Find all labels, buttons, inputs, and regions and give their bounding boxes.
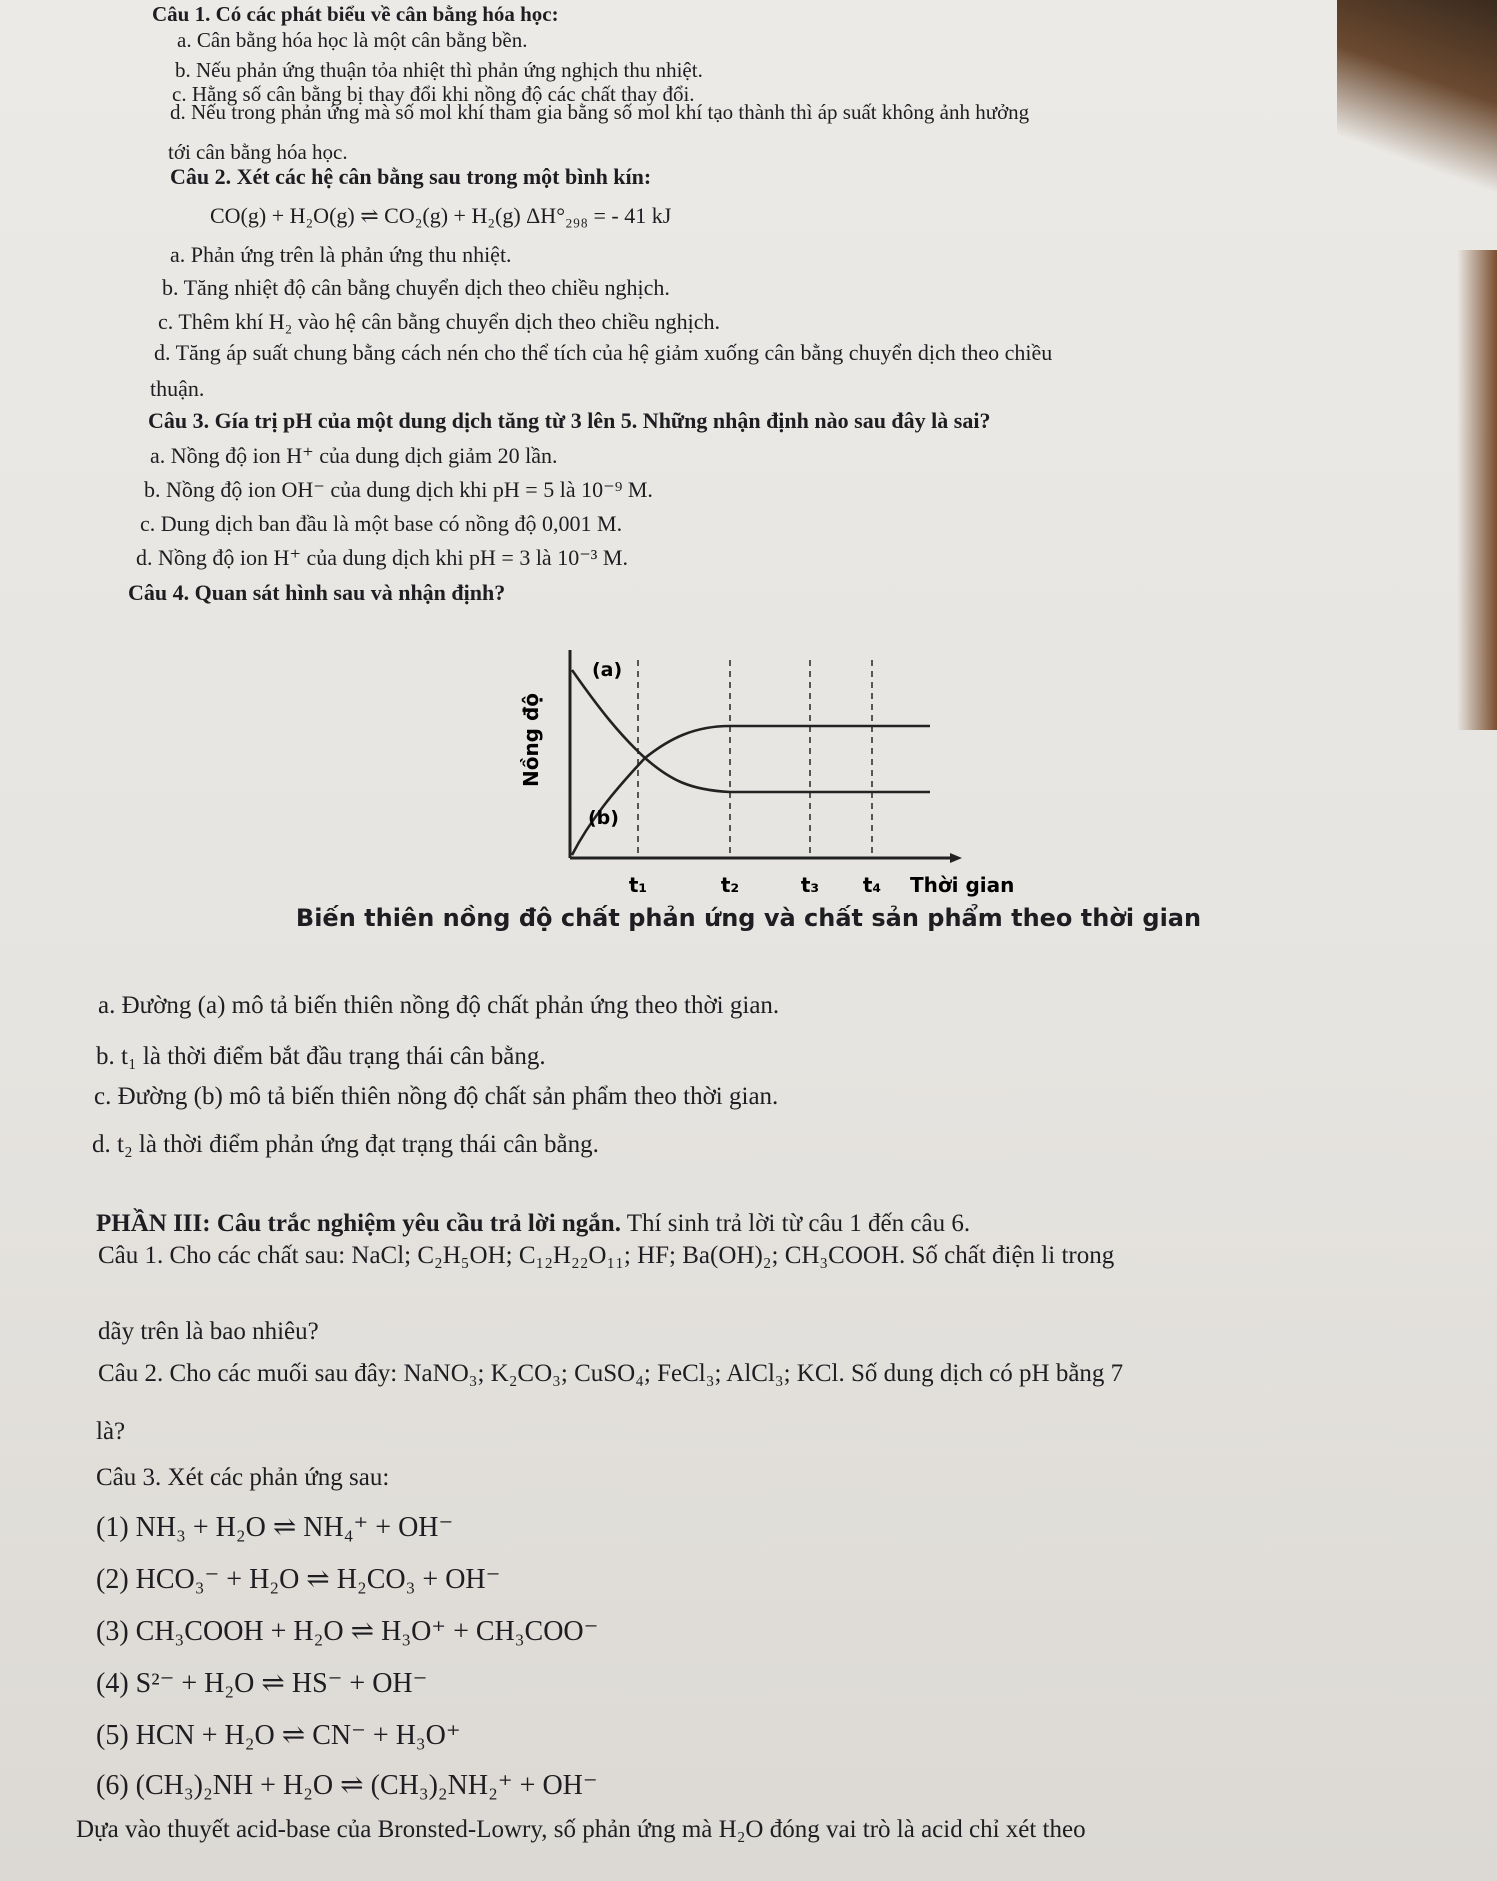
part3-q1: Câu 1. Cho các chất sau: NaCl; C₂H₅OH; C₁₂H₂₂O₁₁; HF; Ba(OH)₂; CH₃COOH. Số chất điện li trong <box>98 1242 1115 1269</box>
part3-q2: Câu 2. Cho các muối sau đây: NaNO₃; K₂CO₃; CuSO₄; FeCl₃; AlCl₃; KCl. Số dung dịch có pH bằng 7 <box>98 1360 1124 1387</box>
reaction-4: (4) S²⁻ + H₂O ⇌ HS⁻ + OH⁻ <box>96 1668 428 1699</box>
background-edge <box>1457 250 1497 730</box>
reaction-2: (2) HCO₃⁻ + H₂O ⇌ H₂CO₃ + OH⁻ <box>96 1564 501 1595</box>
reaction-6: (6) (CH₃)₂NH + H₂O ⇌ (CH₃)₂NH₂⁺ + OH⁻ <box>96 1770 598 1801</box>
q3-option-a: a. Nồng độ ion H⁺ của dung dịch giảm 20 lần. <box>150 443 558 468</box>
q2-option-d: d. Tăng áp suất chung bằng cách nén cho thể tích của hệ giảm xuống cân bằng chuyển dịch theo chiều <box>154 340 1053 365</box>
q2-equation: CO(g) + H₂O(g) ⇌ CO₂(g) + H₂(g) ΔH°₂₉₈ = - 41 kJ <box>210 203 672 228</box>
q3-option-d: d. Nồng độ ion H⁺ của dung dịch khi pH = 3 là 10⁻³ M. <box>136 545 628 570</box>
q3-option-b: b. Nồng độ ion OH⁻ của dung dịch khi pH = 5 là 10⁻⁹ M. <box>144 477 653 502</box>
q1-option-c: c. Hằng số cân bằng bị thay đổi khi nồng độ các chất thay đổi. <box>172 82 695 106</box>
part3-heading-bold: PHẦN III: Câu trắc nghiệm yêu cầu trả lời ngắn. <box>96 1210 621 1237</box>
part3-heading-rest: Thí sinh trả lời từ câu 1 đến câu 6. <box>620 1210 971 1237</box>
q1-title: Câu 1. Có các phát biểu về cân bằng hóa học: <box>152 2 559 26</box>
q2-option-b: b. Tăng nhiệt độ cân bằng chuyển dịch theo chiều nghịch. <box>162 275 670 300</box>
q4-title: Câu 4. Quan sát hình sau và nhận định? <box>128 580 506 605</box>
q1-option-a: a. Cân bằng hóa học là một cân bằng bền. <box>177 28 528 52</box>
series-b-line <box>572 726 930 855</box>
q4-option-b: b. t₁ là thời điểm bắt đầu trạng thái cân bằng. <box>96 1043 546 1070</box>
reaction-1: (1) NH₃ + H₂O ⇌ NH₄⁺ + OH⁻ <box>96 1512 454 1543</box>
q1-option-b: b. Nếu phản ứng thuận tỏa nhiệt thì phản ứng nghịch thu nhiệt. <box>175 58 703 82</box>
concentration-chart <box>510 640 1050 900</box>
part3-q2-cont: là? <box>96 1418 126 1445</box>
q4-option-d: d. t₂ là thời điểm phản ứng đạt trạng thái cân bằng. <box>92 1131 599 1158</box>
q1-option-d: d. Nếu trong phản ứng mà số mol khí tham gia bằng số mol khí tạo thành thì áp suất không ảnh hưởng <box>170 100 1030 124</box>
reaction-3: (3) CH₃COOH + H₂O ⇌ H₃O⁺ + CH₃COO⁻ <box>96 1616 599 1647</box>
q3-option-c: c. Dung dịch ban đầu là một base có nồng độ 0,001 M. <box>140 511 623 536</box>
q4-option-a: a. Đường (a) mô tả biến thiên nồng độ chất phản ứng theo thời gian. <box>98 992 780 1019</box>
series-b-label: (b) <box>588 807 619 829</box>
q1-option-d-cont: tới cân bằng hóa học. <box>168 140 348 164</box>
background-object <box>1337 0 1497 200</box>
x-axis-arrow <box>950 853 962 863</box>
q3-title: Câu 3. Gía trị pH của một dung dịch tăng từ 3 lên 5. Những nhận định nào sau đây là sai? <box>148 408 991 433</box>
tick-t4: t₄ <box>862 873 882 897</box>
reaction-5: (5) HCN + H₂O ⇌ CN⁻ + H₃O⁺ <box>96 1720 461 1751</box>
tick-t1: t₁ <box>628 873 648 897</box>
part3-q3-final: Dựa vào thuyết acid-base của Bronsted-Lowry, số phản ứng mà H₂O đóng vai trò là acid chỉ xét theo <box>76 1816 1086 1843</box>
q2-option-a: a. Phản ứng trên là phản ứng thu nhiệt. <box>170 242 512 267</box>
part3-q3-title: Câu 3. Xét các phản ứng sau: <box>96 1464 390 1491</box>
chart-caption: Biến thiên nồng độ chất phản ứng và chất sản phẩm theo thời gian <box>295 904 1202 932</box>
tick-t2: t₂ <box>720 873 740 897</box>
q2-title: Câu 2. Xét các hệ cân bằng sau trong một bình kín: <box>170 164 652 189</box>
part3-q1-cont: dãy trên là bao nhiêu? <box>98 1318 319 1345</box>
y-axis-label-text: Nồng độ <box>519 692 543 788</box>
series-a-label: (a) <box>592 659 623 681</box>
y-axis-label <box>519 693 543 787</box>
q2-option-d-cont: thuận. <box>150 376 205 401</box>
q4-option-c: c. Đường (b) mô tả biến thiên nồng độ chất sản phẩm theo thời gian. <box>94 1083 779 1110</box>
part3-heading <box>96 1210 970 1238</box>
q2-option-c: c. Thêm khí H₂ vào hệ cân bằng chuyển dịch theo chiều nghịch. <box>158 309 720 334</box>
tick-t3: t₃ <box>800 873 820 897</box>
series-a-line <box>572 670 930 792</box>
x-axis-label: Thời gian <box>910 873 1015 897</box>
